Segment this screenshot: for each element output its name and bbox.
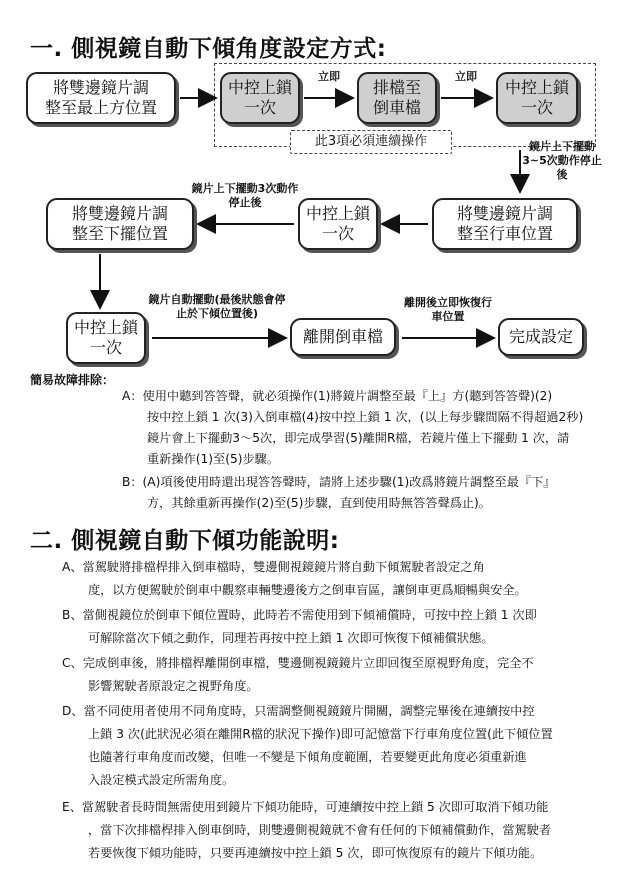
section2-line: 上鎖 3 次(此狀況必須在離開R檔的狀況下操作)即可記憶當下行車角度位置(此下傾位置 <box>88 727 553 741</box>
step-adjust-top: 將雙邊鏡片調 整至最上方位置 <box>26 72 176 124</box>
label-auto-swing: 鏡片自動擺動(最後狀態會停止於下傾位置後) <box>148 293 286 320</box>
section2-line: 影響駕駛者原設定之視野角度。 <box>88 679 259 693</box>
label-swing-3: 鏡片上下擺動3次動作停止後 <box>191 182 299 209</box>
step-leave-reverse: 離開倒車檔 <box>290 318 396 356</box>
step-lock-3: 中控上鎖 一次 <box>298 198 378 250</box>
troubleshoot-a-line: A：使用中聽到答答聲，就必須操作(1)將鏡片調整至最『上』方(聽到答答聲)(2) <box>122 389 553 403</box>
troubleshoot-b-line: B：(A)項後使用時還出現答答聲時，請將上述步驟(1)改爲將鏡片調整至最『下』 <box>122 475 556 489</box>
troubleshoot-a-line: 按中控上鎖 1 次(3)入倒車檔(4)按中控上鎖 1 次，(以上每步驟間隔不得超過2秒) <box>147 410 584 424</box>
section2-line: 若要恢復下傾功能時，只要再連續按中控上鎖 5 次，即可恢復原有的鏡片下傾功能。 <box>88 846 543 860</box>
step-lock-2: 中控上鎖 一次 <box>496 72 578 124</box>
section2-line: E、當駕駛者長時間無需使用到鏡片下傾功能時，可連續按中控上鎖 5 次即可取消下傾功能 <box>62 800 549 814</box>
step-adjust-bottom: 將雙邊鏡片調 整至下擺位置 <box>46 198 194 250</box>
troubleshoot-b-line: 方，其餘重新再操作(2)至(5)步驟，直到使用時無答答聲爲止)。 <box>147 496 491 510</box>
section2-line: ，當下次排檔桿排入倒車倒時，則雙邊側視鏡就不會有任何的下傾補償動作，當駕駛者 <box>88 823 552 837</box>
section2-line: B、當側視鏡位於倒車下傾位置時，此時若不需使用到下傾補償時，可按中控上鎖 1 次即 <box>62 608 537 622</box>
label-restore: 離開後立即恢復行車位置 <box>404 296 492 323</box>
label-swing-3-5: 鏡片上下擺動3~5次動作停止後 <box>522 140 602 181</box>
section2-line: A、當駕駛將排檔桿排入倒車檔時，雙邊側視鏡鏡片將自動下傾駕駛者設定之角 <box>62 560 485 574</box>
troubleshoot-title: 簡易故障排除： <box>30 373 115 387</box>
label-immediate-1: 立即 <box>318 70 340 83</box>
step-lock-1: 中控上鎖 一次 <box>220 72 300 124</box>
section2-line: 入設定模式設定所需角度。 <box>88 773 235 787</box>
section2-line: C、完成倒車後，將排檔桿離開倒車檔，雙邊側視鏡鏡片立即回復至原視野角度，完全不 <box>62 656 534 670</box>
section2-line: 可解除當次下傾之動作，同理若再按中控上鎖 1 次即可恢復下傾補償狀態。 <box>88 631 494 645</box>
dashed-group-note: 此3項必須連續操作 <box>290 130 452 154</box>
label-immediate-2: 立即 <box>455 70 477 83</box>
step-reverse-gear: 排檔至 倒車檔 <box>357 72 437 124</box>
troubleshoot-a-line: 鏡片會上下擺動3～5次，即完成學習(5)離開R檔，若鏡片僅上下擺動 1 次，請 <box>147 431 570 445</box>
section2-line: D、當不同使用者使用不同角度時，只需調整側視鏡鏡片開關，調整完畢後在連續按中控 <box>62 704 535 718</box>
section2-line: 度，以方便駕駛於倒車中觀察車輛雙邊後方之倒車盲區，讓倒車更爲順暢與安全。 <box>88 583 527 597</box>
section2-line: 也隨著行車角度而改變，但唯一不變是下傾角度範圍，若要變更此角度必須重新進 <box>88 750 527 764</box>
troubleshoot-a-line: 重新操作(1)至(5)步驟。 <box>147 452 280 466</box>
section1-title: 一. 側視鏡自動下傾角度設定方式: <box>30 36 387 62</box>
step-done: 完成設定 <box>498 318 584 356</box>
step-adjust-drive: 將雙邊鏡片調 整至行車位置 <box>432 198 578 250</box>
flow-arrows <box>0 0 640 400</box>
section2-title: 二. 側視鏡自動下傾功能說明: <box>30 528 340 554</box>
step-lock-4: 中控上鎖 一次 <box>66 312 146 364</box>
